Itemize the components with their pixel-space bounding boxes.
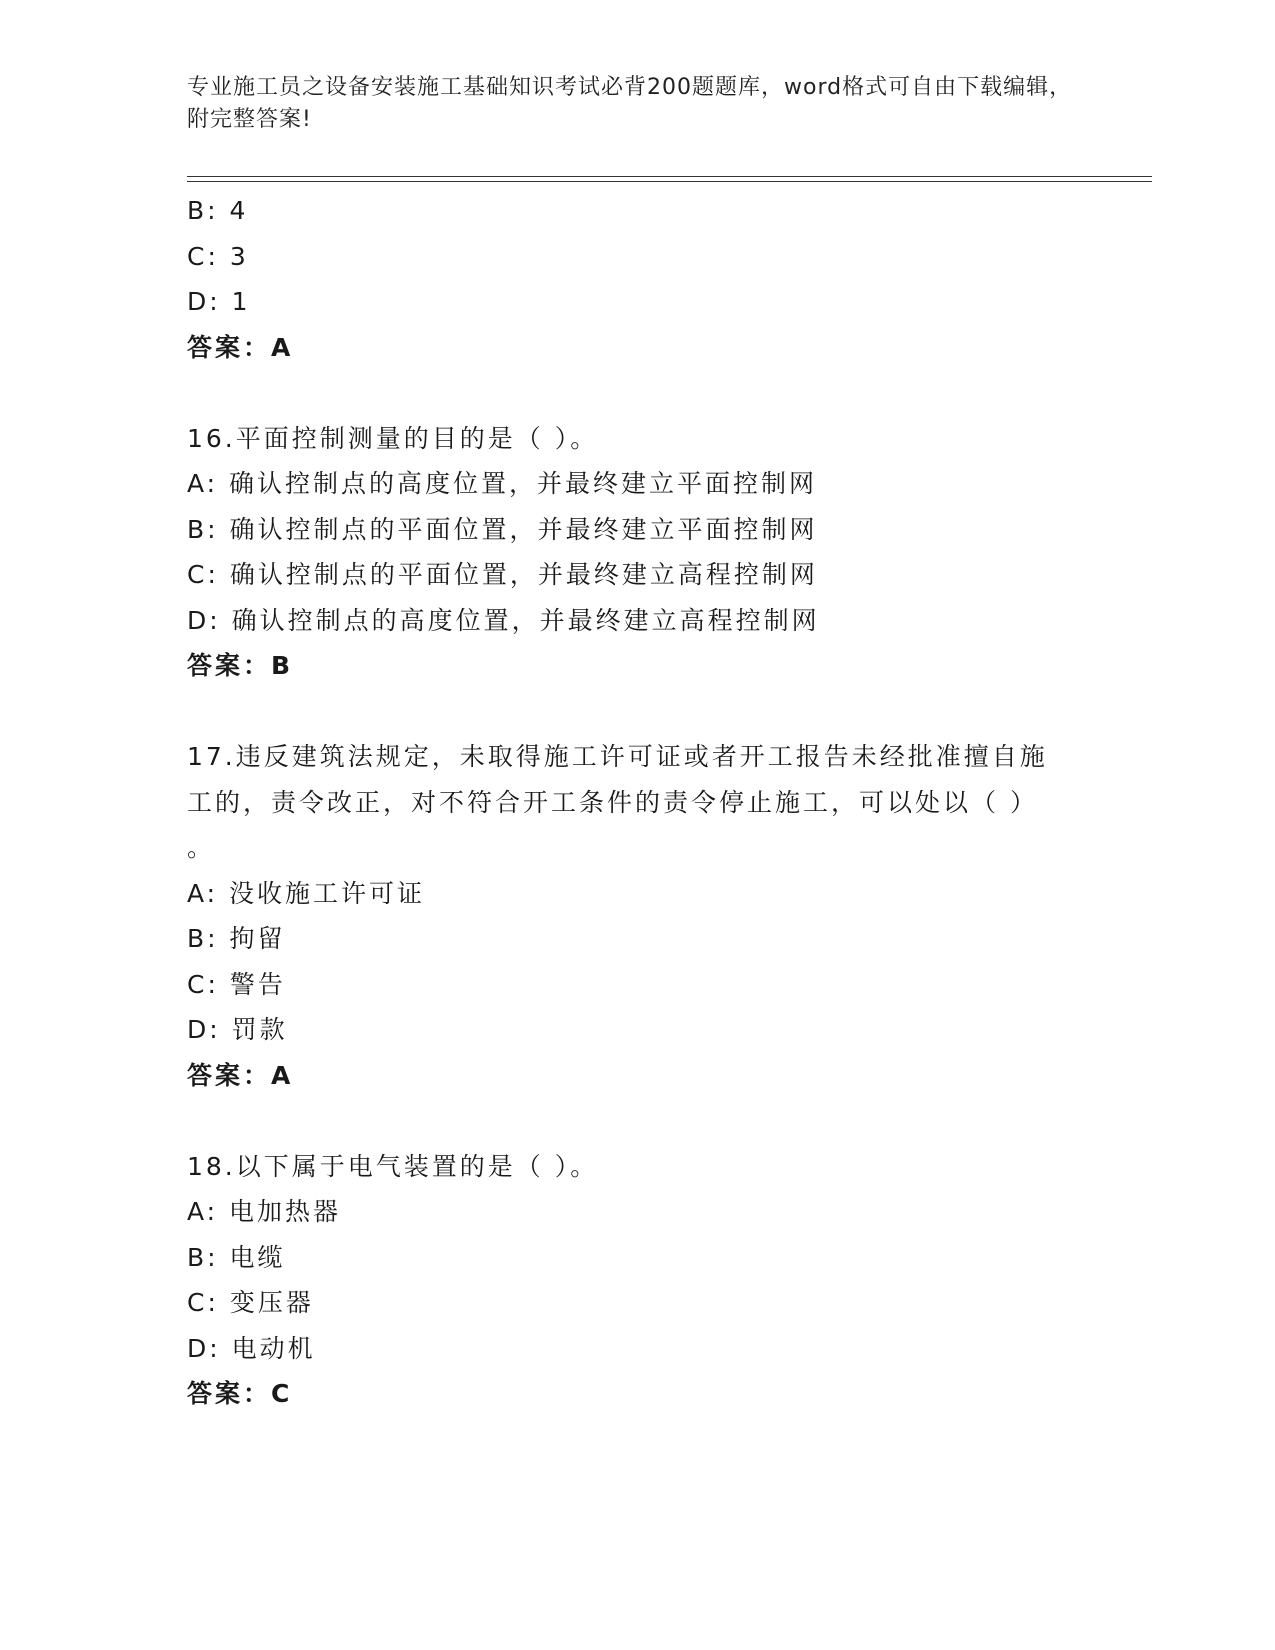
option-a: A: 没收施工许可证 [187, 878, 426, 908]
option-c: C: 3 [187, 241, 249, 271]
spacer [187, 370, 1107, 416]
header-rule-bottom [187, 181, 1152, 182]
option-c: C: 确认控制点的平面位置，并最终建立高程控制网 [187, 560, 818, 589]
question-stem-line-1: 17.违反建筑法规定，未取得施工许可证或者开工报告未经批准擅自施 [187, 742, 1048, 771]
option-d: D: 1 [187, 287, 251, 316]
option-b: B: 电缆 [187, 1242, 286, 1272]
option-d: D: 罚款 [187, 1015, 288, 1044]
header-rule-top [187, 176, 1152, 177]
question-stem: 16.平面控制测量的目的是（ ）。 [187, 423, 599, 453]
option-a: A: 确认控制点的高度位置，并最终建立平面控制网 [187, 469, 818, 498]
option-b: B: 确认控制点的平面位置，并最终建立平面控制网 [187, 514, 818, 544]
answer-label: 答案：A [187, 332, 294, 362]
option-b: B: 拘留 [187, 924, 286, 953]
answer-label: 答案：B [187, 651, 294, 680]
question-stem-line-2: 工的，责令改正，对不符合开工条件的责令停止施工，可以处以（ ） [187, 787, 1038, 817]
header-title: 专业施工员之设备安装施工基础知识考试必背200题题库，word格式可自由下载编辑，附完整答案! [187, 75, 1073, 132]
option-c: C: 变压器 [187, 1288, 314, 1317]
option-c: C: 警告 [187, 969, 286, 999]
option-a: A: 电加热器 [187, 1197, 342, 1226]
document-header [187, 72, 1087, 136]
answer-label: 答案：C [187, 1379, 293, 1408]
question-list [187, 188, 1107, 1417]
spacer [187, 1098, 1107, 1144]
question-stem-line-3: 。 [187, 833, 216, 862]
spacer [187, 689, 1107, 735]
option-d: D: 电动机 [187, 1333, 316, 1363]
option-b: B: 4 [187, 196, 249, 225]
option-d: D: 确认控制点的高度位置，并最终建立高程控制网 [187, 605, 820, 635]
answer-label: 答案：A [187, 1060, 294, 1090]
question-stem: 18.以下属于电气装置的是（ ）。 [187, 1151, 599, 1181]
